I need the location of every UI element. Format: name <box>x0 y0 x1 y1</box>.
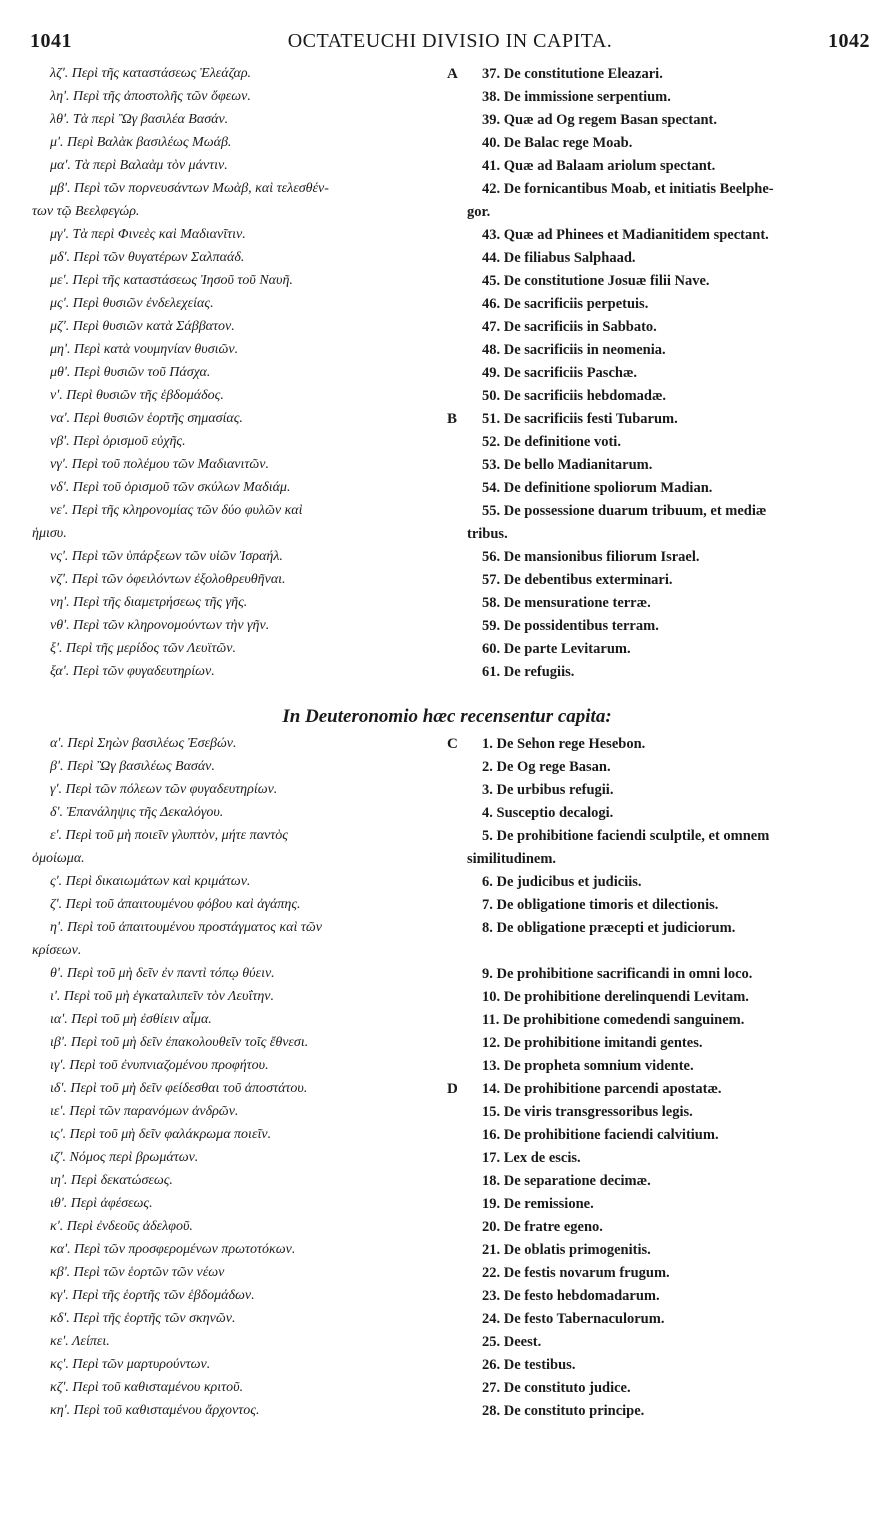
running-title: OCTATEUCHI DIVISIO IN CAPITA. <box>287 30 613 52</box>
chapter-row <box>0 1403 894 1426</box>
chapter-row <box>0 851 894 874</box>
chapter-row <box>0 411 894 434</box>
greek-chapter-title: νδʹ. Περὶ τοῦ ὁρισμοῦ τῶν σκύλων Μαδιάμ. <box>50 480 291 495</box>
latin-chapter-title: 42. De fornicantibus Moab, et initiatis Beelphe- <box>482 181 774 197</box>
greek-chapter-title: ξʹ. Περὶ τῆς μερίδος τῶν Λευϊτῶν. <box>50 641 236 656</box>
greek-chapter-title: ἡμισυ. <box>32 526 67 541</box>
latin-chapter-title: 53. De bello Madianitarum. <box>482 457 653 473</box>
latin-chapter-title: 50. De sacrificiis hebdomadæ. <box>482 388 667 404</box>
greek-chapter-title: κδʹ. Περὶ τῆς ἑορτῆς τῶν σκηνῶν. <box>50 1311 236 1326</box>
margin-letter: D <box>447 1081 458 1097</box>
chapter-row <box>0 549 894 572</box>
greek-chapter-title: νβʹ. Περὶ ὁρισμοῦ εὐχῆς. <box>50 434 186 449</box>
chapter-row <box>0 204 894 227</box>
latin-chapter-title: 15. De viris transgressoribus legis. <box>482 1104 693 1120</box>
chapter-row <box>0 572 894 595</box>
latin-chapter-title: 7. De obligatione timoris et dilectionis. <box>482 897 719 913</box>
greek-chapter-title: ιεʹ. Περὶ τῶν παρανόμων ἀνδρῶν. <box>50 1104 239 1119</box>
latin-chapter-title: 39. Quæ ad Og regem Basan spectant. <box>482 112 717 128</box>
greek-chapter-title: μδʹ. Περὶ τῶν θυγατέρων Σαλπαάδ. <box>50 250 245 265</box>
chapter-row <box>0 480 894 503</box>
chapter-row <box>0 874 894 897</box>
latin-chapter-title: 20. De fratre egeno. <box>482 1219 603 1235</box>
latin-chapter-title: 57. De debentibus exterminari. <box>482 572 673 588</box>
greek-chapter-title: νζʹ. Περὶ τῶν ὀφειλόντων ἐξολοθρευθῆναι. <box>50 572 286 587</box>
latin-chapter-title: 56. De mansionibus filiorum Israel. <box>482 549 700 565</box>
greek-chapter-title: μβʹ. Περὶ τῶν πορνευσάντων Μωὰβ, καὶ τελεσθέν- <box>50 181 329 196</box>
latin-chapter-title: 8. De obligatione præcepti et judiciorum. <box>482 920 736 936</box>
latin-chapter-title: 21. De oblatis primogenitis. <box>482 1242 651 1258</box>
chapter-row <box>0 1035 894 1058</box>
latin-chapter-title: 43. Quæ ad Phinees et Madianitidem spectant. <box>482 227 769 243</box>
margin-letter: A <box>447 66 458 82</box>
greek-chapter-title: κρίσεων. <box>32 943 82 958</box>
greek-chapter-title: μηʹ. Περὶ κατὰ νουμηνίαν θυσιῶν. <box>50 342 239 357</box>
greek-chapter-title: μγʹ. Τὰ περὶ Φινεὲς καὶ Μαδιανῖτιν. <box>50 227 246 242</box>
chapter-row <box>0 250 894 273</box>
chapter-row <box>0 1058 894 1081</box>
latin-chapter-title: 9. De prohibitione sacrificandi in omni loco. <box>482 966 753 982</box>
latin-chapter-title: 52. De definitione voti. <box>482 434 621 450</box>
chapter-row <box>0 1196 894 1219</box>
greek-chapter-title: των τῷ Βεελφεγώρ. <box>32 204 140 219</box>
chapter-row <box>0 736 894 759</box>
greek-chapter-title: κζʹ. Περὶ τοῦ καθισταμένου κριτοῦ. <box>50 1380 244 1395</box>
latin-chapter-title: 59. De possidentibus terram. <box>482 618 659 634</box>
chapter-row <box>0 89 894 112</box>
greek-chapter-title: κβʹ. Περὶ τῶν ἑορτῶν τῶν νέων <box>50 1265 225 1280</box>
deuteronomy-chapters-list <box>0 736 894 1426</box>
latin-chapter-title: similitudinem. <box>467 851 557 867</box>
chapter-row <box>0 1357 894 1380</box>
latin-chapter-title: 10. De prohibitione derelinquendi Levitam. <box>482 989 749 1005</box>
chapter-row <box>0 989 894 1012</box>
chapter-row <box>0 1173 894 1196</box>
greek-chapter-title: κςʹ. Περὶ τῶν μαρτυρούντων. <box>50 1357 211 1372</box>
greek-chapter-title: ληʹ. Περὶ τῆς ἀποστολῆς τῶν ὄφεων. <box>50 89 251 104</box>
chapter-row <box>0 503 894 526</box>
chapter-row <box>0 135 894 158</box>
latin-chapter-title: 4. Susceptio decalogi. <box>482 805 614 821</box>
chapter-row <box>0 1219 894 1242</box>
latin-chapter-title: 11. De prohibitione comedendi sanguinem. <box>482 1012 745 1028</box>
greek-chapter-title: ιθʹ. Περὶ ἀφέσεως. <box>50 1196 153 1211</box>
greek-chapter-title: μεʹ. Περὶ τῆς καταστάσεως Ἰησοῦ τοῦ Ναυῆ. <box>50 273 293 288</box>
latin-chapter-title: 38. De immissione serpentium. <box>482 89 671 105</box>
greek-chapter-title: νθʹ. Περὶ τῶν κληρονομούντων τὴν γῆν. <box>50 618 270 633</box>
greek-chapter-title: θʹ. Περὶ τοῦ μὴ δεῖν ἐν παντὶ τόπῳ θύειν. <box>50 966 275 981</box>
greek-chapter-title: κʹ. Περὶ ἐνδεοῦς ἀδελφοῦ. <box>50 1219 193 1234</box>
chapter-row <box>0 1311 894 1334</box>
latin-chapter-title: 14. De prohibitione parcendi apostatæ. <box>482 1081 722 1097</box>
greek-chapter-title: γʹ. Περὶ τῶν πόλεων τῶν φυγαδευτηρίων. <box>50 782 278 797</box>
greek-chapter-title: νηʹ. Περὶ τῆς διαμετρήσεως τῆς γῆς. <box>50 595 248 610</box>
greek-chapter-title: λζʹ. Περὶ τῆς καταστάσεως Ἐλεάζαρ. <box>50 66 252 81</box>
latin-chapter-title: 26. De testibus. <box>482 1357 576 1373</box>
latin-chapter-title: 22. De festis novarum frugum. <box>482 1265 670 1281</box>
latin-chapter-title: 41. Quæ ad Balaam ariolum spectant. <box>482 158 716 174</box>
greek-chapter-title: μαʹ. Τὰ περὶ Βαλαὰμ τὸν μάντιν. <box>50 158 228 173</box>
chapter-row <box>0 181 894 204</box>
page-number-left: 1041 <box>30 30 72 52</box>
greek-chapter-title: αʹ. Περὶ Σηὼν βασιλέως Ἐσεβών. <box>50 736 237 751</box>
latin-chapter-title: 1. De Sehon rege Hesebon. <box>482 736 646 752</box>
latin-chapter-title: 24. De festo Tabernaculorum. <box>482 1311 665 1327</box>
greek-chapter-title: ιαʹ. Περὶ τοῦ μὴ ἐσθίειν αἷμα. <box>50 1012 212 1027</box>
latin-chapter-title: 44. De filiabus Salphaad. <box>482 250 636 266</box>
latin-chapter-title: 3. De urbibus refugii. <box>482 782 614 798</box>
greek-chapter-title: ηʹ. Περὶ τοῦ ἀπαιτουμένου προστάγματος καὶ τῶν <box>50 920 322 935</box>
chapter-row <box>0 526 894 549</box>
latin-chapter-title: 55. De possessione duarum tribuum, et mediæ <box>482 503 767 519</box>
latin-chapter-title: 12. De prohibitione imitandi gentes. <box>482 1035 703 1051</box>
chapter-row <box>0 595 894 618</box>
chapter-row <box>0 1104 894 1127</box>
margin-letter: B <box>447 411 458 427</box>
latin-chapter-title: 18. De separatione decimæ. <box>482 1173 651 1189</box>
chapter-row <box>0 1127 894 1150</box>
chapter-row <box>0 966 894 989</box>
latin-chapter-title: 23. De festo hebdomadarum. <box>482 1288 660 1304</box>
greek-chapter-title: κγʹ. Περὶ τῆς ἑορτῆς τῶν ἑβδομάδων. <box>50 1288 255 1303</box>
chapter-row <box>0 1081 894 1104</box>
latin-chapter-title: 60. De parte Levitarum. <box>482 641 631 657</box>
chapter-row <box>0 1380 894 1403</box>
margin-letter: C <box>447 736 458 752</box>
latin-chapter-title: 28. De constituto principe. <box>482 1403 645 1419</box>
greek-chapter-title: κηʹ. Περὶ τοῦ καθισταμένου ἄρχοντος. <box>50 1403 260 1418</box>
greek-chapter-title: ιηʹ. Περὶ δεκατώσεως. <box>50 1173 173 1188</box>
greek-chapter-title: μθʹ. Περὶ θυσιῶν τοῦ Πάσχα. <box>50 365 211 380</box>
chapter-row <box>0 365 894 388</box>
section-heading: In Deuteronomio hæc recensentur capita: <box>282 706 612 727</box>
chapter-row <box>0 112 894 135</box>
chapter-row <box>0 296 894 319</box>
chapter-row <box>0 943 894 966</box>
page-number-right: 1042 <box>828 30 870 52</box>
chapter-row <box>0 759 894 782</box>
greek-chapter-title: δʹ. Ἐπανάληψις τῆς Δεκαλόγου. <box>50 805 224 820</box>
chapter-row <box>0 641 894 664</box>
latin-chapter-title: 61. De refugiis. <box>482 664 575 680</box>
chapter-row <box>0 1265 894 1288</box>
chapter-row <box>0 897 894 920</box>
chapter-row <box>0 920 894 943</box>
chapter-row <box>0 1334 894 1357</box>
greek-chapter-title: ιβʹ. Περὶ τοῦ μὴ δεῖν ἐπακολουθεῖν τοῖς ἔθνεσι. <box>50 1035 309 1050</box>
greek-chapter-title: βʹ. Περὶ Ὢγ βασιλέως Βασάν. <box>50 759 215 774</box>
greek-chapter-title: λθʹ. Τὰ περὶ Ὢγ βασιλέα Βασάν. <box>50 112 229 127</box>
chapter-row <box>0 1150 894 1173</box>
chapter-row <box>0 457 894 480</box>
greek-chapter-title: νʹ. Περὶ θυσιῶν τῆς ἑβδομάδος. <box>50 388 224 403</box>
greek-chapter-title: μςʹ. Περὶ θυσιῶν ἐνδελεχείας. <box>50 296 214 311</box>
latin-chapter-title: 16. De prohibitione faciendi calvitium. <box>482 1127 719 1143</box>
chapter-row <box>0 664 894 687</box>
greek-chapter-title: ιγʹ. Περὶ τοῦ ἐνυπνιαζομένου προφήτου. <box>50 1058 269 1073</box>
latin-chapter-title: 6. De judicibus et judiciis. <box>482 874 642 890</box>
latin-chapter-title: 17. Lex de escis. <box>482 1150 581 1166</box>
numbers-chapters-list <box>0 66 894 687</box>
latin-chapter-title: 46. De sacrificiis perpetuis. <box>482 296 649 312</box>
latin-chapter-title: 37. De constitutione Eleazari. <box>482 66 663 82</box>
chapter-row <box>0 1242 894 1265</box>
chapter-row <box>0 805 894 828</box>
chapter-row <box>0 66 894 89</box>
chapter-row <box>0 828 894 851</box>
greek-chapter-title: εʹ. Περὶ τοῦ μὴ ποιεῖν γλυπτὸν, μήτε παντὸς <box>50 828 288 843</box>
latin-chapter-title: 13. De propheta somnium vidente. <box>482 1058 694 1074</box>
greek-chapter-title: ιδʹ. Περὶ τοῦ μὴ δεῖν φείδεσθαι τοῦ ἀποστάτου. <box>50 1081 308 1096</box>
latin-chapter-title: 58. De mensuratione terræ. <box>482 595 651 611</box>
latin-chapter-title: 48. De sacrificiis in neomenia. <box>482 342 666 358</box>
chapter-row <box>0 434 894 457</box>
greek-chapter-title: καʹ. Περὶ τῶν προσφερομένων πρωτοτόκων. <box>50 1242 296 1257</box>
latin-chapter-title: gor. <box>467 204 491 220</box>
greek-chapter-title: ιςʹ. Περὶ τοῦ μὴ δεῖν φαλάκρωμα ποιεῖν. <box>50 1127 272 1142</box>
greek-chapter-title: ζʹ. Περὶ τοῦ ἀπαιτουμένου φόβου καὶ ἀγάπης. <box>50 897 301 912</box>
latin-chapter-title: 25. Deest. <box>482 1334 542 1350</box>
latin-chapter-title: 54. De definitione spoliorum Madian. <box>482 480 713 496</box>
greek-chapter-title: ναʹ. Περὶ θυσιῶν ἑορτῆς σημασίας. <box>50 411 243 426</box>
chapter-row <box>0 319 894 342</box>
greek-chapter-title: ςʹ. Περὶ δικαιωμάτων καὶ κριμάτων. <box>50 874 251 889</box>
chapter-row <box>0 388 894 411</box>
greek-chapter-title: κεʹ. Λείπει. <box>50 1334 110 1349</box>
chapter-row <box>0 227 894 250</box>
greek-chapter-title: νςʹ. Περὶ τῶν ὑπάρξεων τῶν υἱῶν Ἰσραήλ. <box>50 549 283 564</box>
latin-chapter-title: 2. De Og rege Basan. <box>482 759 611 775</box>
chapter-row <box>0 158 894 181</box>
greek-chapter-title: μʹ. Περὶ Βαλὰκ βασιλέως Μωάβ. <box>50 135 232 150</box>
latin-chapter-title: tribus. <box>467 526 508 542</box>
greek-chapter-title: ξαʹ. Περὶ τῶν φυγαδευτηρίων. <box>50 664 215 679</box>
greek-chapter-title: ὁμοίωμα. <box>32 851 85 866</box>
greek-chapter-title: νεʹ. Περὶ τῆς κληρονομίας τῶν δύο φυλῶν καὶ <box>50 503 303 518</box>
greek-chapter-title: ιζʹ. Νόμος περὶ βρωμάτων. <box>50 1150 199 1165</box>
latin-chapter-title: 40. De Balac rege Moab. <box>482 135 633 151</box>
latin-chapter-title: 51. De sacrificiis festi Tubarum. <box>482 411 678 427</box>
chapter-row <box>0 1288 894 1311</box>
latin-chapter-title: 27. De constituto judice. <box>482 1380 631 1396</box>
chapter-row <box>0 618 894 641</box>
chapter-row <box>0 1012 894 1035</box>
chapter-row <box>0 782 894 805</box>
latin-chapter-title: 5. De prohibitione faciendi sculptile, et omnem <box>482 828 770 844</box>
greek-chapter-title: μζʹ. Περὶ θυσιῶν κατὰ Σάββατον. <box>50 319 235 334</box>
chapter-row <box>0 273 894 296</box>
greek-chapter-title: νγʹ. Περὶ τοῦ πολέμου τῶν Μαδιανιτῶν. <box>50 457 270 472</box>
greek-chapter-title: ιʹ. Περὶ τοῦ μὴ ἐγκαταλιπεῖν τὸν Λευΐτην. <box>50 989 275 1004</box>
latin-chapter-title: 45. De constitutione Josuæ filii Nave. <box>482 273 710 289</box>
latin-chapter-title: 47. De sacrificiis in Sabbato. <box>482 319 657 335</box>
chapter-row <box>0 342 894 365</box>
page-header <box>30 30 870 64</box>
latin-chapter-title: 49. De sacrificiis Paschæ. <box>482 365 638 381</box>
latin-chapter-title: 19. De remissione. <box>482 1196 594 1212</box>
